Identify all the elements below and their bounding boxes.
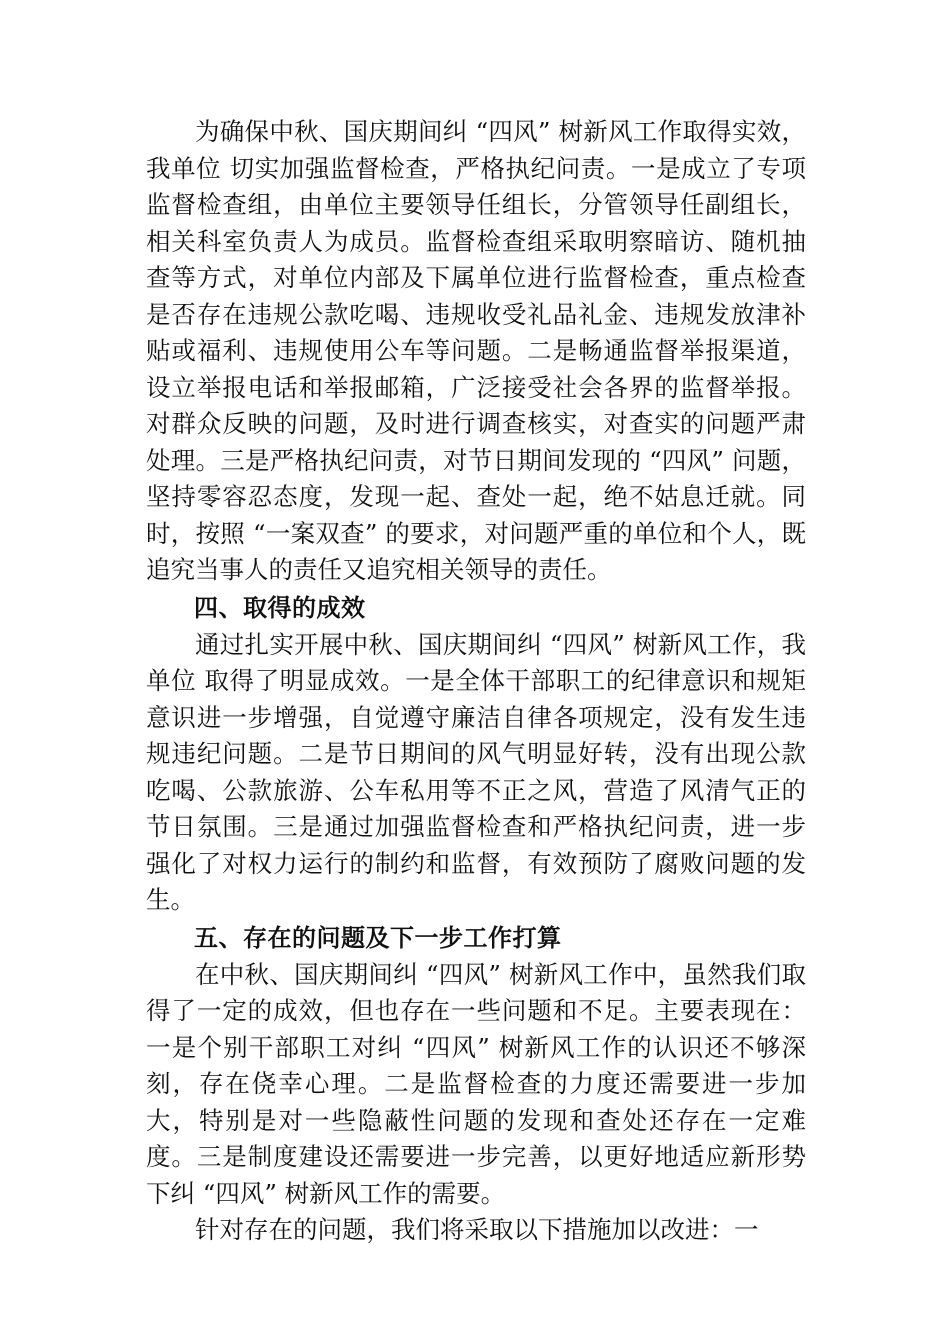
paragraph-achievements: 通过扎实开展中秋、国庆期间纠 “四风” 树新风工作，我单位 取得了明显成效。一是全体干部职工的纪律意识和规矩意识进一步增强，自觉遵守廉洁自律各项规定，没有发生违规违纪问题。二是节日期间的风气明显好转，没有出现公款吃喝、公款旅游、公车私用等不正之风，营造了风清气正的节日氛围。三是通过加强监督检查和严格执纪问责，进一步强化了对权力运行的制约和监督，有效预防了腐败问题的发生。	[146, 629, 806, 914]
section-heading-problems-and-plans: 五、存在的问题及下一步工作打算	[194, 923, 562, 952]
document-body	[146, 114, 806, 1249]
paragraph-improvement-measures: 针对存在的问题，我们将采取以下措施加以改进：一	[195, 1215, 759, 1244]
paragraph-supervision-measures: 为确保中秋、国庆期间纠 “四风” 树新风工作取得实效，我单位 切实加强监督检查，严格执纪问责。一是成立了专项监督检查组，由单位主要领导任组长，分管领导任副组长，相关科室负责人为成员。监督检查组采取明察暗访、随机抽查等方式，对单位内部及下属单位进行监督检查，重点检查是否存在违规公款吃喝、违规收受礼品礼金、违规发放津补贴或福利、违规使用公车等问题。二是畅通监督举报渠道，设立举报电话和举报邮箱，广泛接受社会各界的监督举报。对群众反映的问题，及时进行调查核实，对查实的问题严肃处理。三是严格执纪问责，对节日期间发现的 “四风” 问题，坚持零容忍态度，发现一起、查处一起，绝不姑息迁就。同时，按照 “一案双查” 的要求，对问题严重的单位和个人，既追究当事人的责任又追究相关领导的责任。	[146, 117, 806, 584]
section-heading-achievements: 四、取得的成效	[194, 593, 366, 622]
paragraph-problems: 在中秋、国庆期间纠 “四风” 树新风工作中，虽然我们取得了一定的成效，但也存在一些问题和不足。主要表现在：一是个别干部职工对纠 “四风” 树新风工作的认识还不够深刻，存在侥幸心理。二是监督检查的力度还需要进一步加大，特别是对一些隐蔽性问题的发现和查处还存在一定难度。三是制度建设还需要进一步完善，以更好地适应新形势下纠 “四风” 树新风工作的需要。	[146, 959, 806, 1208]
